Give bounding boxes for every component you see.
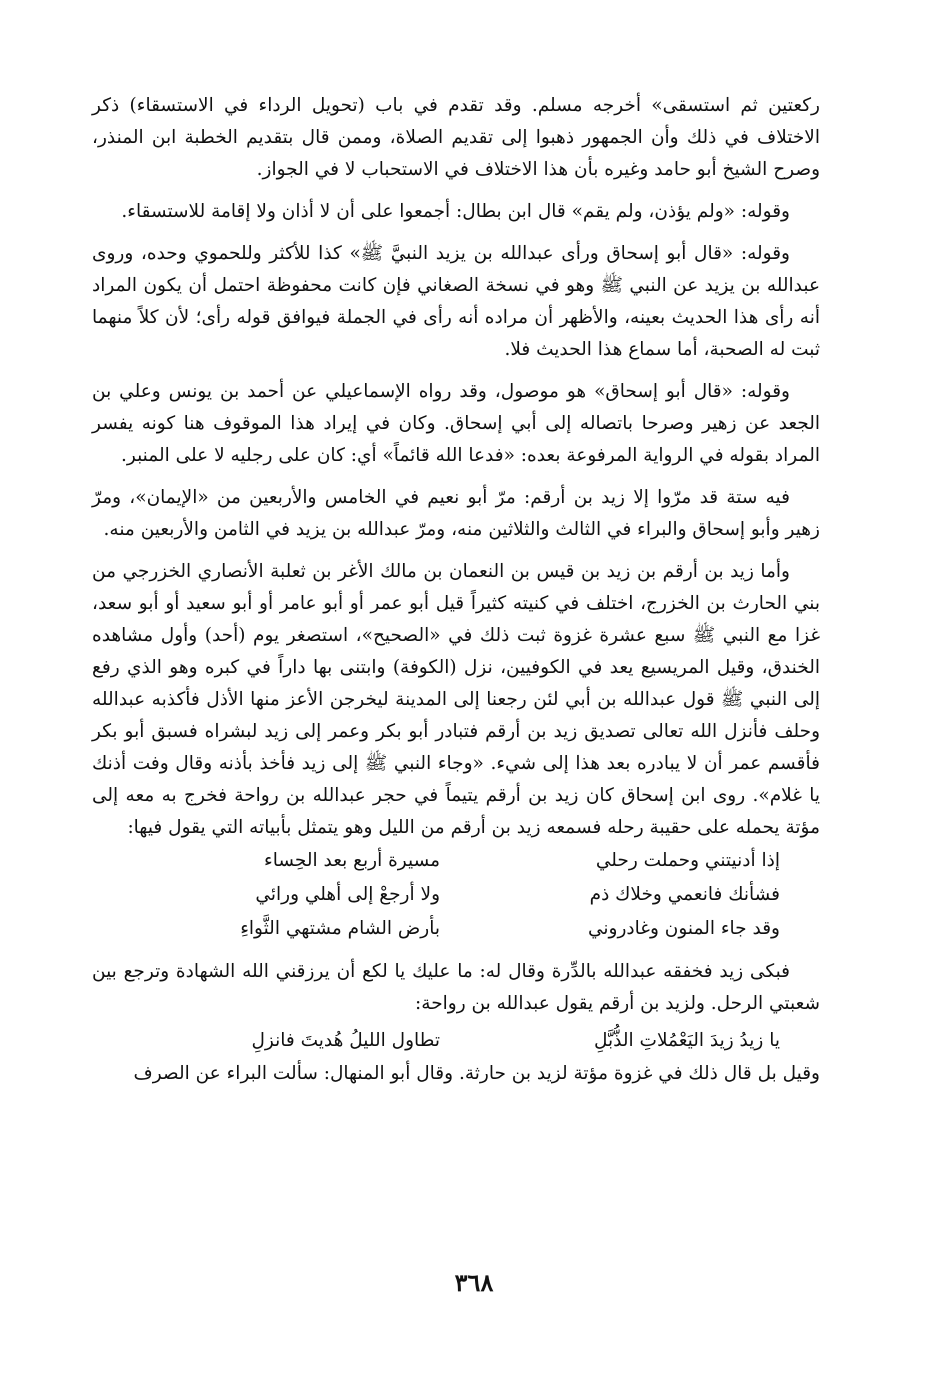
- paragraph: وقوله: «قال أبو إسحاق» هو موصول، وقد رواه الإسماعيلي عن أحمد بن يونس وعلي بن الجعد عن زهير وصرحا باتصاله إلى أبي إسحاق. وكان في إيراد هذا الموقوف هنا كونه يفسر المراد بقوله في الرواية المرفوعة بعده: «فدعا الله قائماً» أي: كان على رجليه لا على المنبر.: [92, 381, 820, 466]
- paragraph: وقوله: «ولم يؤذن، ولم يقم» قال ابن بطال: أجمعوا على أن لا أذان ولا إقامة للاستسقاء.: [121, 201, 790, 222]
- poem-first-hemistich: وقد جاء المنون وغادروني: [587, 918, 780, 939]
- page-body: [92, 90, 820, 1090]
- poem-line: [140, 912, 780, 946]
- paragraph: ركعتين ثم استسقى» أخرجه مسلم. وقد تقدم في باب (تحويل الرداء في الاستسقاء) ذكر الاختلاف في ذلك وأن الجمهور ذهبوا إلى تقديم الصلاة، وممن قال بتقديم الخطبة ابن المنذر، وصرح الشيخ أبو حامد وغيره بأن هذا الاختلاف في الاستحباب لا في الجواز.: [92, 95, 820, 180]
- poem-line: [140, 878, 780, 912]
- paragraph: وقوله: «قال أبو إسحاق ورأى عبدالله بن يزيد النبيَّ ﷺ» كذا للأكثر وللحموي وحده، وروى عبدالله بن يزيد عن النبي ﷺ وهو في نسخة الصغاني فإن كانت محفوظة احتمل أن يكون المراد أنه رأى هذا الحديث بعينه، والأظهر أن مراده أنه رأى في الجملة فيوافق قوله رأى؛ لأن كلاً منهما ثبت له الصحبة، أما سماع هذا الحديث فلا.: [92, 243, 820, 360]
- paragraph: فيه ستة قد مرّوا إلا زيد بن أرقم: مرّ أبو نعيم في الخامس والأربعين من «الإيمان»، ومرّ زهير وأبو إسحاق والبراء في الثالث والثلاثين منه، ومرّ عبدالله بن يزيد في الثامن والأربعين منه.: [92, 487, 820, 540]
- poem-first-hemistich: يا زيدُ زيدَ اليَعْمُلاتِ الذُّبَّلِ: [594, 1030, 780, 1051]
- page-number: ٣٦٨: [454, 1268, 494, 1297]
- poem: [140, 1024, 780, 1058]
- paragraph: وأما زيد بن أرقم بن زيد بن قيس بن النعمان بن مالك الأغر بن ثعلبة الأنصاري الخزرجي من بني الحارث بن الخزرج، اختلف في كنيته كثيراً قيل أبو عمر أو أبو عامر أو أبو سعيد أو أبو سعد، غزا مع النبي ﷺ سبع عشرة غزوة ثبت ذلك في «الصحيح»، استصغر يوم (أحد) وأول مشاهده الخندق، وقيل المريسيع يعد في الكوفيين، نزل (الكوفة) وابتنى بها داراً في كبره وهو الذي رفع إلى النبي ﷺ قول عبدالله بن أبي لئن رجعنا إلى المدينة ليخرجن الأعز منها الأذل فأكذبه عبدالله وحلف فأنزل الله تعالى تصديق زيد بن أرقم فتبادر أبو بكر وعمر إلى زيد لبشراه فسبق أبو بكر فأقسم عمر أن لا يبادره بعد هذا إلى شيء. «وجاء النبي ﷺ إلى زيد فأخذ بأذنه وقال وفت أذنك يا غلام». روى ابن إسحاق كان زيد بن أرقم يتيماً في حجر عبدالله بن رواحة فخرج به معه إلى مؤتة يحمله على حقيبة رحله فسمعه زيد بن أرقم من الليل وهو يتمثل بأبياته التي يقول فيها:: [92, 561, 820, 838]
- poem-second-hemistich: مسيرة أربع بعد الحِساء: [264, 850, 440, 871]
- poem-second-hemistich: ولا أرجعْ إلى أهلي ورائي: [255, 884, 440, 905]
- poem-first-hemistich: فشأنك فانعمي وخلاك ذم: [589, 884, 780, 905]
- paragraph: فبكى زيد فخفقه عبدالله بالدِّرة وقال له: ما عليك يا لكع أن يرزقني الله الشهادة وترجع بين شعبتي الرحل. ولزيد بن أرقم يقول عبدالله بن رواحة:: [92, 961, 820, 1014]
- poem-line: [140, 1024, 780, 1058]
- poem: [140, 844, 780, 946]
- poem-first-hemistich: إذا أدنيتني وحملت رحلي: [595, 850, 780, 871]
- paragraph: وقيل بل قال ذلك في غزوة مؤتة لزيد بن حارثة. وقال أبو المنهال: سألت البراء عن الصرف: [133, 1063, 820, 1084]
- poem-line: [140, 844, 780, 878]
- poem-second-hemistich: بأرض الشام مشتهي الثَّواءِ: [240, 918, 440, 939]
- poem-second-hemistich: تطاول الليلُ هُديتَ فانزلِ: [251, 1030, 440, 1051]
